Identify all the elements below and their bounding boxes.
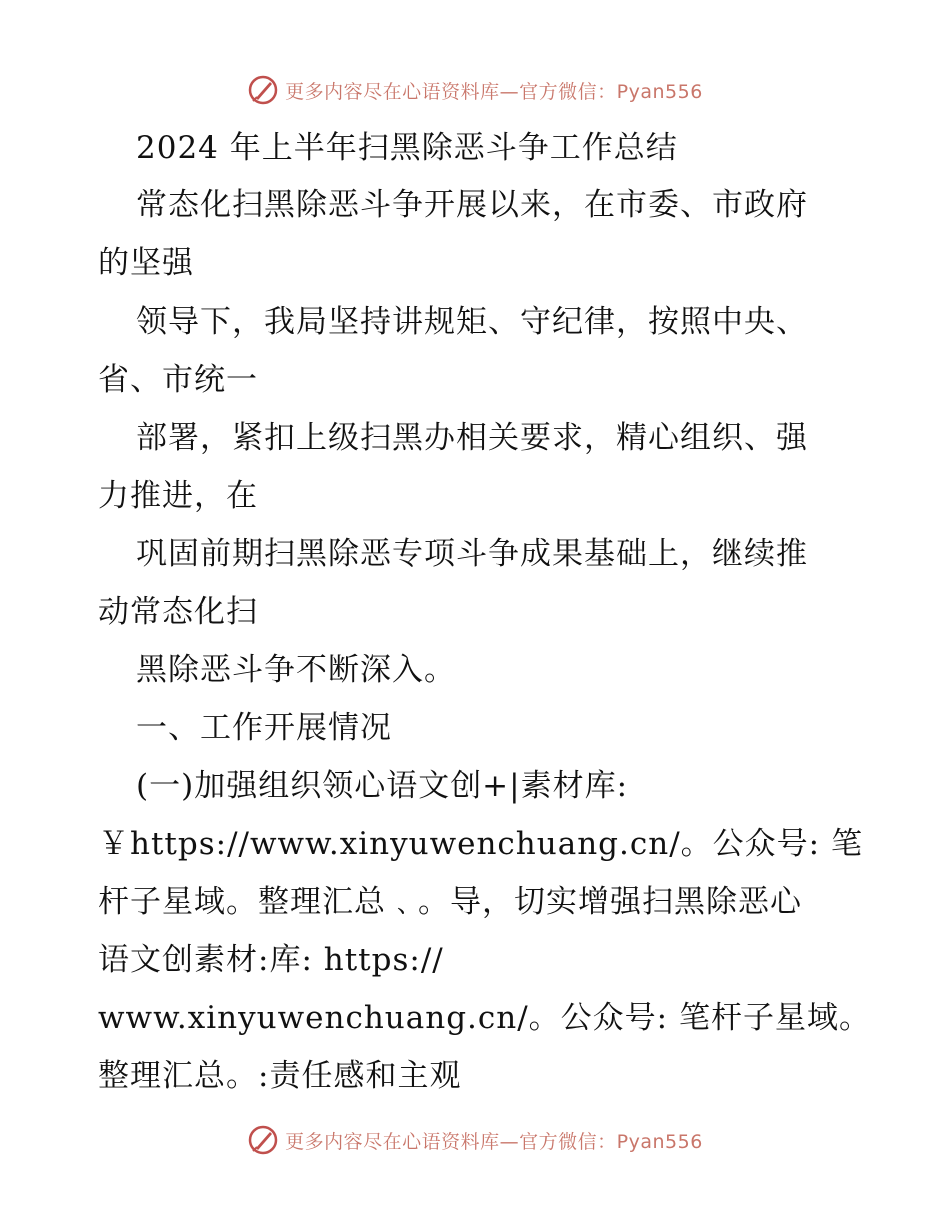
paragraph-line: www.xinyuwenchuang.cn/。公众号: 笔杆子星域。	[98, 1000, 871, 1036]
watermark-text: 更多内容尽在心语资料库—官方微信：Pyan556	[285, 80, 703, 103]
paragraph-line: 整理汇总。:责任感和主观	[98, 1058, 462, 1094]
document-title: 2024 年上半年扫黑除恶斗争工作总结	[136, 130, 678, 166]
paragraph-line: 力推进，在	[98, 478, 258, 514]
paragraph-line: 语文创素材:库: https://	[98, 942, 444, 978]
quill-pen-logo-icon	[247, 1124, 279, 1156]
paragraph-line: 杆子星域。整理汇总﹑。导，切实增强扫黑除恶心	[98, 884, 802, 920]
quill-pen-logo-icon	[247, 74, 279, 106]
paragraph-line: 的坚强	[98, 245, 194, 281]
paragraph-line: 巩固前期扫黑除恶专项斗争成果基础上，继续推	[136, 536, 808, 572]
watermark-text: 更多内容尽在心语资料库—官方微信：Pyan556	[285, 1130, 703, 1153]
paragraph-line: ￥https://www.xinyuwenchuang.cn/。公众号: 笔	[98, 826, 863, 862]
paragraph-line: 常态化扫黑除恶斗争开展以来，在市委、市政府	[136, 187, 808, 223]
paragraph-line: 部署，紧扣上级扫黑办相关要求，精心组织、强	[136, 420, 808, 456]
paragraph-line: 领导下，我局坚持讲规矩、守纪律，按照中央、	[136, 304, 808, 340]
subsection-heading: (一)加强组织领心语文创+|素材库:	[136, 768, 629, 804]
header-watermark	[0, 70, 950, 110]
footer-watermark	[0, 1120, 950, 1160]
paragraph-line: 黑除恶斗争不断深入。	[136, 652, 456, 688]
paragraph-line: 动常态化扫	[98, 594, 258, 630]
section-heading: 一、工作开展情况	[136, 710, 392, 746]
paragraph-line: 省、市统一	[98, 362, 258, 398]
